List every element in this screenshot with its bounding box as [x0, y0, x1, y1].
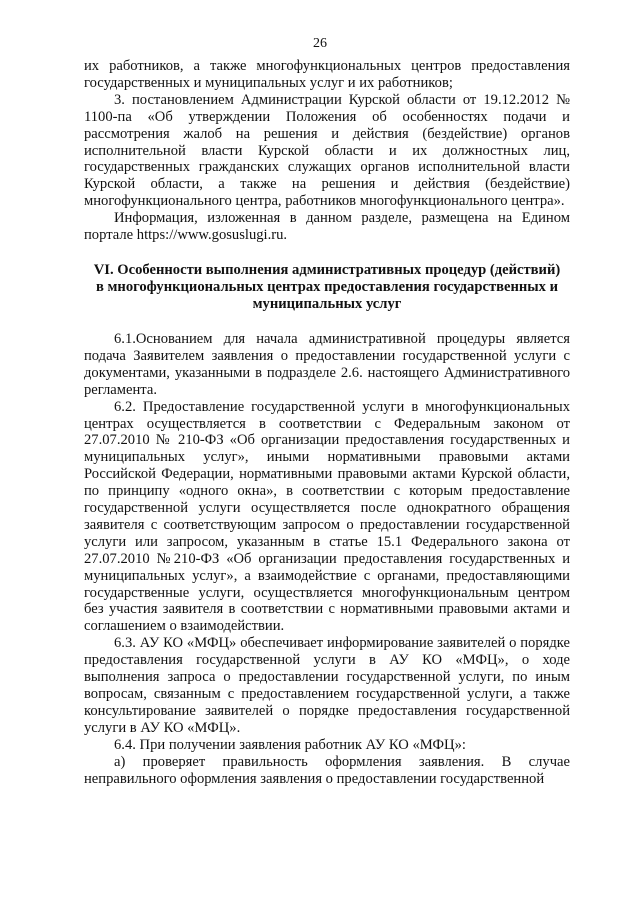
- paragraph-decree-3: 3. постановлением Администрации Курской области от 19.12.2012 № 1100-па «Об утверждении Положения об особенностях подачи и рассмотрения жалоб на решения и действия (бездействие) органов исполнительной власти Курской области и их должностных лиц, государственных гражданских служащих органов исполнительной власти Курской области, а также на решения и действия (бездействие) многофункционального центра, работников многофункционального центра».: [84, 91, 570, 210]
- paragraph-portal-info: Информация, изложенная в данном разделе, размещена на Едином портале https://www.gosuslugi.ru.: [84, 210, 570, 244]
- paragraph-6-4: 6.4. При получении заявления работник АУ КО «МФЦ»:: [114, 736, 466, 753]
- paragraph-6-4-a: а) проверяет правильность оформления заявления. В случае неправильного оформления заявления о предоставлении государственной: [84, 753, 570, 787]
- paragraph-6-3: 6.3. АУ КО «МФЦ» обеспечивает информирование заявителей о порядке предоставления государственной услуги в АУ КО «МФЦ», о ходе выполнения запроса о предоставлении государственной услуги, по иным вопросам, связанным с предоставлением государственной услуги, а также консультирование заявителей о порядке предоставления государственной услуги в АУ КО «МФЦ».: [84, 635, 570, 736]
- section-heading: VI. Особенности выполнения административных процедур (действий) в многофункциональных центрах предоставления государственных и муниципальных услуг: [93, 261, 561, 312]
- paragraph-continuation: их работников, а также многофункциональных центров предоставления государственных и муниципальных услуг и их работников;: [84, 58, 570, 91]
- page-number: 26: [313, 36, 327, 51]
- document-body: [84, 58, 570, 787]
- paragraph-6-1: 6.1.Основанием для начала административной процедуры является подача Заявителем заявления о предоставлении государственной услуги с документами, указанными в подразделе 2.6. настоящего Административного регламента.: [84, 330, 570, 398]
- paragraph-6-2: 6.2. Предоставление государственной услуги в многофункциональных центрах осуществляется в соответствии с Федеральным законом от 27.07.2010 № 210-ФЗ «Об организации предоставления государственных и муниципальных услуг», иными нормативными правовыми актами Российской Федерации, нормативными правовыми актами Курской области, по принципу «одного окна», в соответствии с которым предоставление государственной услуги осуществляется после однократного обращения заявителя с соответствующим запросом о предоставлении государственной услуги или запросом, указанным в статье 15.1 Федерального закона от 27.07.2010 №210-ФЗ «Об организации предоставления государственных и муниципальных услуг», а взаимодействие с органами, предоставляющими государственные услуги, осуществляется многофункциональным центром без участия заявителя в соответствии с нормативными правовыми актами и соглашением о взаимодействии.: [84, 398, 570, 635]
